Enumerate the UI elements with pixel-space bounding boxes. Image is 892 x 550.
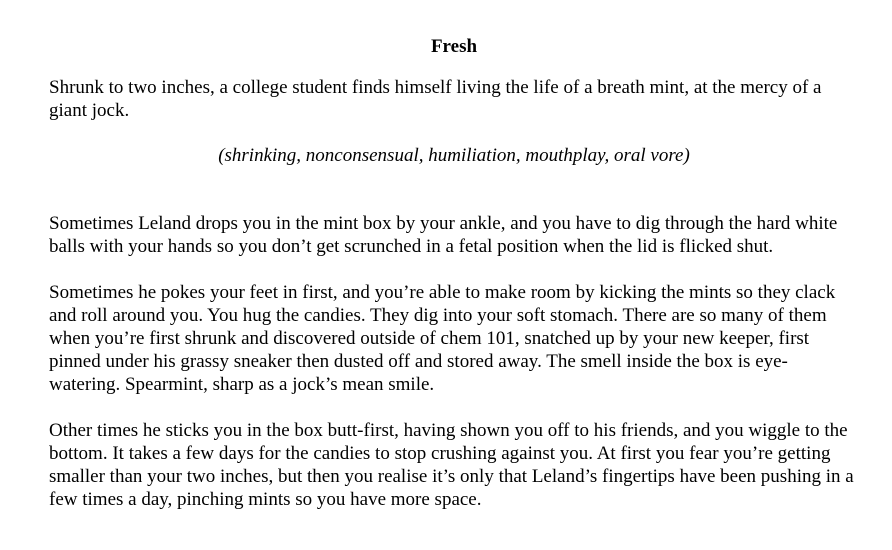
story-paragraph: Sometimes he pokes your feet in first, and you’re able to make room by kicking the mints so they clack and roll around you. You hug the candies. They dig into your soft stomach. There are so many of them when you’re first shrunk and discovered outside of chem 101, snatched up by your new keeper, first pinned under his grassy sneaker then dusted off and stored away. The smell inside the box is eye-watering. Spearmint, sharp as a jock’s mean smile. (49, 282, 836, 395)
story-tags: (shrinking, nonconsensual, humiliation, mouthplay, oral vore) (218, 145, 690, 166)
document-page (49, 33, 859, 511)
story-paragraph: Other times he sticks you in the box butt-first, having shown you off to his friends, and you wiggle to the bottom. It takes a few days for the candies to stop crushing against you. At first you fear you’re getting smaller than your two inches, but then you realise it’s only that Leland’s fingertips have been pushing in a few times a day, pinching mints so you have more space. (49, 420, 854, 510)
story-title: Fresh (430, 36, 478, 57)
story-summary: Shrunk to two inches, a college student finds himself living the life of a breath mint, at the mercy of a giant jock. (49, 77, 822, 121)
story-paragraph: Sometimes Leland drops you in the mint box by your ankle, and you have to dig through the hard white balls with your hands so you don’t get scrunched in a fetal position when the lid is flicked shut. (49, 213, 838, 257)
